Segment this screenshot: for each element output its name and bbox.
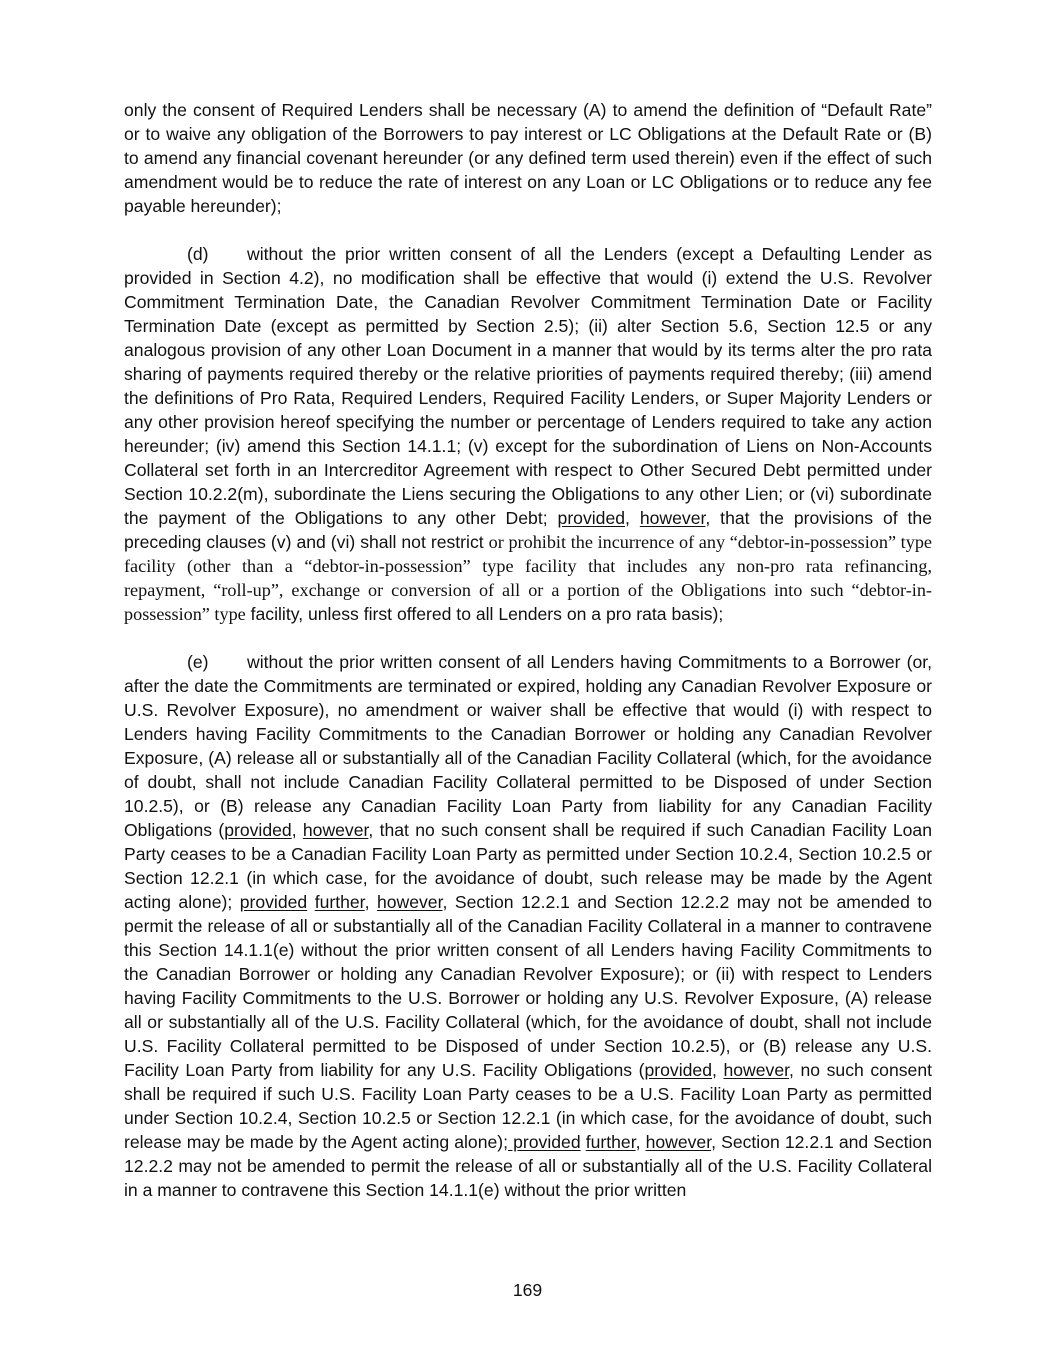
document-page — [124, 98, 932, 1202]
paragraph-e — [124, 650, 932, 1202]
paragraph-e-text-4: , no such consent shall be required if such U.S. Facility Loan Party ceases to be a U.S. Facility Loan Party as permitted under Section 10.2.4, Section 10.2.5 or Section 12.2.1 (in which case, for the avoidance of doubt, such release may be made by the Agent acting alone); — [124, 1060, 933, 1152]
provided-term: provided — [508, 1132, 581, 1152]
however-term: however — [376, 892, 443, 912]
paragraph-d-text-2: , that the provisions of the preceding clauses (v) and (vi) shall not restrict — [124, 508, 932, 552]
paragraph-d — [124, 242, 932, 626]
further-term: further — [314, 892, 365, 912]
provided-term: provided — [224, 820, 292, 840]
paragraph-e-text-3: , Section 12.2.1 and Section 12.2.2 may not be amended to permit the release of all or substantially all of the Canadian Facility Collateral in a manner to contravene this Section 14.1.1(e) without the prior written consent of all Lenders having Facility Commitments to the Canadian Borrower or holding any Canadian Revolver Exposure); or (ii) with respect to Lenders having Facility Commitments to the U.S. Borrower or holding any U.S. Revolver Exposure, (A) release all or substantially all of the U.S. Facility Collateral (which, for the avoidance of doubt, shall not include U.S. Facility Collateral permitted to be Disposed of under Section 10.2.5), or (B) release any U.S. Facility Loan Party from liability for any U.S. Facility Obligations ( — [124, 892, 933, 1080]
paragraph-d-label: (d) — [187, 244, 209, 264]
punctuation: , — [712, 1060, 724, 1080]
paragraph-e-text-1: without the prior written consent of all Lenders having Commitments to a Borrower (or, after the date the Commitments are terminated or expired, holding any Canadian Revolver Exposure or U.S. Revolver Exposure), no amendment or waiver shall be effective that would (i) with respect to Lenders having Facility Commitments to the Canadian Borrower or holding any Canadian Revolver Exposure, (A) release all or substantially all of the Canadian Facility Collateral (which, for the avoidance of doubt, shall not include Canadian Facility Collateral permitted to be Disposed of under Section 10.2.5), or (B) release any Canadian Facility Loan Party from liability for any Canadian Facility Obligations ( — [124, 652, 932, 840]
paragraph-e-label: (e) — [187, 652, 209, 672]
paragraph-c-text: only the consent of Required Lenders shall be necessary (A) to amend the definition of “Default Rate” or to waive any obligation of the Borrowers to pay interest or LC Obligations at the Default Rate or (B) to amend any financial covenant hereunder (or any defined term used therein) even if the effect of such amendment would be to reduce the rate of interest on any Loan or LC Obligations or to reduce any fee payable hereunder); — [124, 100, 932, 216]
paragraph-e-text-2: , that no such consent shall be required if such Canadian Facility Loan Party ceases to be a Canadian Facility Loan Party as permitted under Section 10.2.4, Section 10.2.5 or Section 12.2.1 (in which case, for the avoidance of doubt, such release may be made by the Agent acting alone); — [124, 820, 932, 912]
paragraph-d-text-1: without the prior written consent of all the Lenders (except a Defaulting Lender as provided in Section 4.2), no modification shall be effective that would (i) extend the U.S. Revolver Commitment Termination Date, the Canadian Revolver Commitment Termination Date or Facility Termination Date (except as permitted by Section 2.5); (ii) alter Section 5.6, Section 12.5 or any analogous provision of any other Loan Document in a manner that would by its terms alter the pro rata sharing of payments required thereby or the relative priorities of payments required thereby; (iii) amend the definitions of Pro Rata, Required Lenders, Required Facility Lenders, or Super Majority Lenders or any other provision hereof specifying the number or percentage of Lenders required to take any action hereunder; (iv) amend this Section 14.1.1; (v) except for the subordination of Liens on Non-Accounts Collateral set forth in an Intercreditor Agreement with respect to Other Secured Debt permitted under Section 10.2.2(m), subordinate the Liens securing the Obligations to any other Lien; or (vi) subordinate the payment of the Obligations to any other Debt; — [124, 244, 932, 528]
paragraph-e-text-5: , Section 12.2.1 and Section 12.2.2 may not be amended to permit the release of all or substantially all of the U.S. Facility Collateral in a manner to contravene this Section 14.1.1(e) without the prior written — [124, 1132, 932, 1200]
however-term: however — [723, 1060, 790, 1080]
paragraph-d-serif-text: or prohibit the incurrence of any “debtor-in-possession” type facility (other than a “debtor-in-possession” type facility that includes any non-pro rata refinancing, repayment, “roll-up”, exchange or conversion of all or a portion of the Obligations into such “debtor-in-possession” type — [124, 532, 932, 624]
spacing — [307, 892, 314, 912]
paragraph-d-text-3: facility, unless first offered to all Lenders on a pro rata basis); — [245, 604, 724, 624]
provided-term: provided — [239, 892, 308, 912]
paragraph-c-continuation — [124, 98, 932, 218]
provided-term: provided — [557, 508, 626, 528]
provided-term: provided — [644, 1060, 712, 1080]
page-number: 169 — [512, 1280, 543, 1300]
punctuation: , — [635, 1132, 646, 1152]
however-term: however — [639, 508, 706, 528]
however-term: however — [302, 820, 369, 840]
punctuation: , — [625, 508, 640, 528]
however-term: however — [645, 1132, 712, 1152]
punctuation: , — [291, 820, 303, 840]
punctuation: , — [364, 892, 377, 912]
further-term: further — [585, 1132, 636, 1152]
